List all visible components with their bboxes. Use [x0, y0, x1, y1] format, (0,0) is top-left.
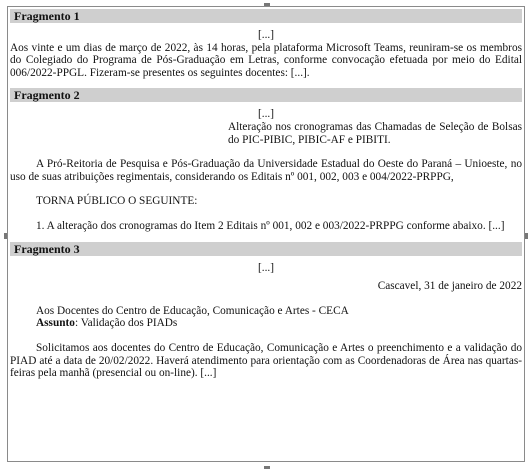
fragment-3-subject	[10, 317, 522, 330]
fragment-2-paragraph-1: A Pró-Reitoria de Pesquisa e Pós-Graduação da Universidade Estadual do Oeste do Paraná – Unioeste, no uso de suas atribuições regimentais, considerando os Editais nº 001, 002, 003 e 004/2022-PRPPG,	[10, 158, 522, 183]
fragment-3-paragraph: Solicitamos aos docentes do Centro de Educação, Comunicação e Artes o preenchimento e a validação do PIAD até a data de 20/02/2022. Haverá atendimento para orientação com as Coordenadoras de Área nas quartas-feiras pela manhã (presencial ou on-line). [...]	[10, 341, 522, 380]
fragment-3-header: Fragmento 3	[10, 242, 522, 256]
fragment-3-subject-label: Assunto	[36, 317, 75, 330]
fragment-3-recipient: Aos Docentes do Centro de Educação, Comunicação e Artes - CECA	[36, 304, 349, 317]
fragment-3-ellipsis: [...]	[258, 261, 274, 274]
fragment-2-heading: Alteração nos cronogramas das Chamadas de Seleção de Bolsas do PIC-PIBIC, PIBIC-AF e PIBITI.	[228, 120, 522, 146]
fragment-2-paragraph-2: TORNA PÚBLICO O SEGUINTE:	[36, 195, 198, 208]
fragment-1-header: Fragmento 1	[10, 9, 522, 23]
frame-handle-right	[525, 233, 528, 239]
document-content	[10, 9, 522, 380]
fragment-2-header: Fragmento 2	[10, 88, 522, 102]
fragment-1-ellipsis: [...]	[258, 29, 274, 41]
fragment-2-ellipsis: [...]	[258, 108, 274, 121]
frame-handle-bottom	[264, 466, 270, 469]
fragment-2-paragraph-3: 1. A alteração dos cronogramas do Item 2 Editais nº 001, 002 e 003/2022-PRPPG conforme abaixo. [...]	[36, 219, 505, 232]
fragment-3-date-line: Cascavel, 31 de janeiro de 2022	[377, 280, 522, 293]
frame-handle-left	[4, 233, 7, 239]
fragment-1-paragraph: Aos vinte e um dias de março de 2022, às 14 horas, pela plataforma Microsoft Teams, reuniram-se os membros do Colegiado do Programa de Pós-Graduação em Letras, conforme convocação efetuada por meio do Edital 006/2022-PPGL. Fizeram-se presentes os seguintes docentes: [...].	[10, 41, 522, 79]
frame-handle-top	[264, 3, 270, 6]
fragment-3-subject-text: : Validação dos PIADs	[74, 317, 178, 330]
